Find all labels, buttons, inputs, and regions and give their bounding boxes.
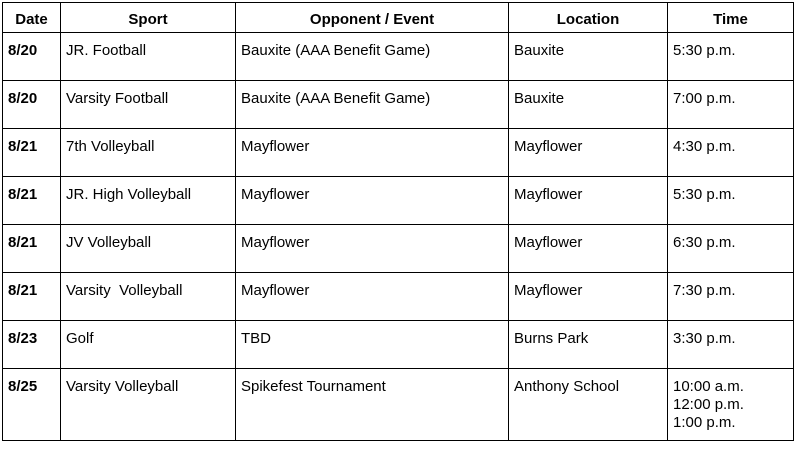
location-cell: Mayflower <box>509 177 668 225</box>
location-cell: Mayflower <box>509 225 668 273</box>
location-cell: Bauxite <box>509 33 668 81</box>
time-cell <box>668 33 794 81</box>
header-opponent: Opponent / Event <box>236 3 509 33</box>
header-row <box>3 3 794 33</box>
location-cell: Mayflower <box>509 273 668 321</box>
header-location: Location <box>509 3 668 33</box>
time-cell <box>668 273 794 321</box>
time-cell <box>668 129 794 177</box>
sport-cell: Golf <box>61 321 236 369</box>
time-cell <box>668 81 794 129</box>
header-sport: Sport <box>61 3 236 33</box>
location-cell: Burns Park <box>509 321 668 369</box>
opponent-cell: Bauxite (AAA Benefit Game) <box>236 33 509 81</box>
time-value: 12:00 p.m. <box>673 396 744 413</box>
location-cell: Bauxite <box>509 81 668 129</box>
time-cell <box>668 177 794 225</box>
sport-cell: Varsity Football <box>61 81 236 129</box>
time-value: 10:00 a.m. <box>673 378 744 395</box>
date-cell: 8/20 <box>3 81 61 129</box>
sport-cell: JV Volleyball <box>61 225 236 273</box>
sport-cell: Varsity Volleyball <box>61 273 236 321</box>
sport-cell: Varsity Volleyball <box>61 369 236 441</box>
table-row <box>3 273 794 321</box>
time-cell <box>668 321 794 369</box>
time-value: 7:30 p.m. <box>673 282 736 299</box>
date-cell: 8/23 <box>3 321 61 369</box>
header-date: Date <box>3 3 61 33</box>
sport-cell: JR. High Volleyball <box>61 177 236 225</box>
sport-cell: 7th Volleyball <box>61 129 236 177</box>
date-cell: 8/25 <box>3 369 61 441</box>
time-value: 5:30 p.m. <box>673 42 736 59</box>
date-cell: 8/21 <box>3 225 61 273</box>
time-value: 5:30 p.m. <box>673 186 736 203</box>
table-row <box>3 225 794 273</box>
time-cell <box>668 369 794 441</box>
time-value: 6:30 p.m. <box>673 234 736 251</box>
location-cell: Anthony School <box>509 369 668 441</box>
table-row <box>3 129 794 177</box>
time-value: 7:00 p.m. <box>673 90 736 107</box>
time-cell <box>668 225 794 273</box>
opponent-cell: Spikefest Tournament <box>236 369 509 441</box>
opponent-cell: Mayflower <box>236 129 509 177</box>
table-row <box>3 81 794 129</box>
opponent-cell: Mayflower <box>236 177 509 225</box>
table-row <box>3 321 794 369</box>
date-cell: 8/20 <box>3 33 61 81</box>
table-row <box>3 33 794 81</box>
time-value: 1:00 p.m. <box>673 414 736 431</box>
time-value: 4:30 p.m. <box>673 138 736 155</box>
table-row <box>3 177 794 225</box>
header-time: Time <box>668 3 794 33</box>
date-cell: 8/21 <box>3 177 61 225</box>
opponent-cell: Mayflower <box>236 225 509 273</box>
sport-cell: JR. Football <box>61 33 236 81</box>
location-cell: Mayflower <box>509 129 668 177</box>
opponent-cell: TBD <box>236 321 509 369</box>
opponent-cell: Bauxite (AAA Benefit Game) <box>236 81 509 129</box>
date-cell: 8/21 <box>3 129 61 177</box>
time-value: 3:30 p.m. <box>673 330 736 347</box>
date-cell: 8/21 <box>3 273 61 321</box>
schedule-table <box>2 2 794 441</box>
table-row <box>3 369 794 441</box>
opponent-cell: Mayflower <box>236 273 509 321</box>
